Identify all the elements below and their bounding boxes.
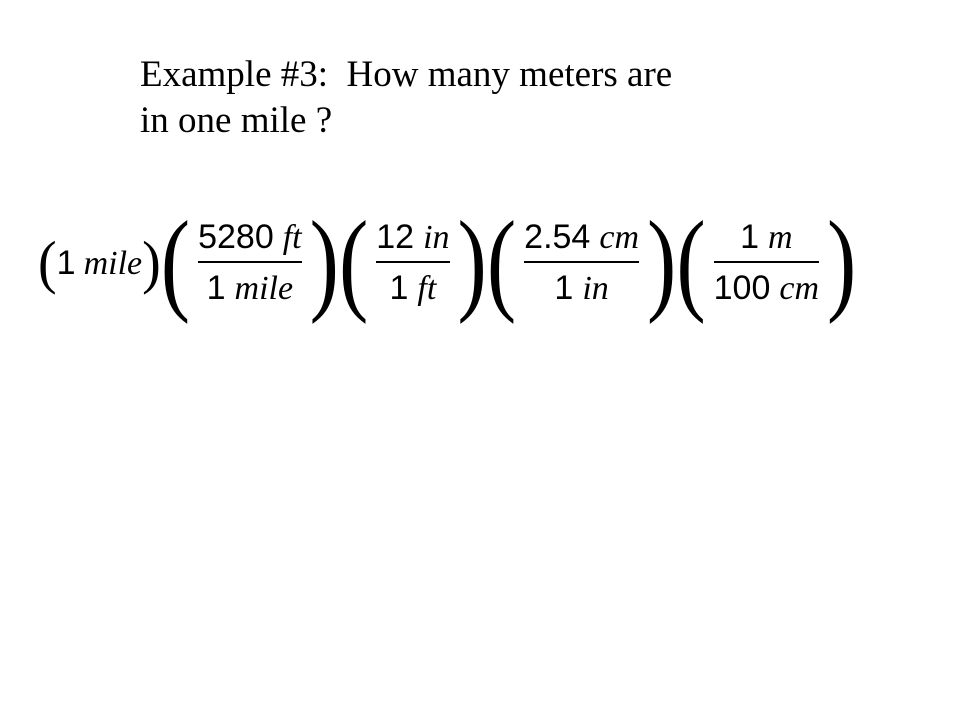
- fraction-bar: [714, 261, 819, 263]
- conversion-factor-3: [486, 199, 677, 326]
- denominator-number: 100: [713, 269, 771, 307]
- denominator-number: 1: [389, 269, 409, 307]
- conversion-factor-4: [676, 199, 857, 326]
- slide-title: [140, 52, 840, 144]
- numerator: [376, 217, 449, 258]
- denominator: [714, 268, 819, 309]
- numerator-unit: cm: [599, 219, 640, 256]
- left-paren: (: [38, 230, 57, 296]
- denominator: [207, 268, 293, 309]
- start-term: [57, 244, 142, 283]
- conversion-factor-2: [338, 199, 487, 326]
- numerator-unit: m: [768, 219, 793, 256]
- conversion-equation: [38, 199, 857, 326]
- denominator-unit: in: [582, 270, 609, 307]
- fraction: [706, 217, 827, 309]
- denominator-unit: mile: [234, 270, 294, 307]
- numerator: [198, 217, 302, 258]
- left-paren: (: [486, 199, 517, 326]
- denominator-number: 1: [554, 269, 574, 307]
- numerator-number: 12: [376, 218, 415, 256]
- start-unit: mile: [83, 244, 143, 282]
- fraction: [190, 217, 310, 309]
- fraction-bar: [376, 261, 449, 263]
- right-paren: ): [827, 199, 857, 326]
- numerator-number: 2.54: [524, 218, 591, 256]
- title-line-1: Example #3: How many meters are: [140, 54, 673, 95]
- right-paren: ): [457, 199, 487, 326]
- fraction: [516, 217, 647, 309]
- left-paren: (: [338, 199, 369, 326]
- fraction: [368, 217, 457, 309]
- right-paren: ): [142, 230, 161, 296]
- fraction-bar: [198, 261, 302, 263]
- numerator-number: 1: [740, 218, 760, 256]
- right-paren: ): [309, 199, 339, 326]
- start-number: 1: [56, 243, 76, 282]
- start-quantity: [38, 230, 161, 296]
- denominator: [389, 268, 436, 309]
- denominator-number: 1: [206, 269, 226, 307]
- numerator-unit: ft: [282, 219, 302, 256]
- right-paren: ): [647, 199, 677, 326]
- left-paren: (: [160, 199, 191, 326]
- numerator-unit: in: [423, 219, 450, 256]
- denominator-unit: ft: [417, 270, 437, 307]
- conversion-factor-1: [160, 199, 339, 326]
- title-line-2: in one mile ?: [140, 100, 333, 141]
- fraction-bar: [524, 261, 639, 263]
- numerator: [740, 217, 792, 258]
- denominator: [554, 268, 608, 309]
- numerator-number: 5280: [198, 218, 274, 256]
- left-paren: (: [676, 199, 706, 326]
- denominator-unit: cm: [779, 270, 820, 307]
- numerator: [524, 217, 639, 258]
